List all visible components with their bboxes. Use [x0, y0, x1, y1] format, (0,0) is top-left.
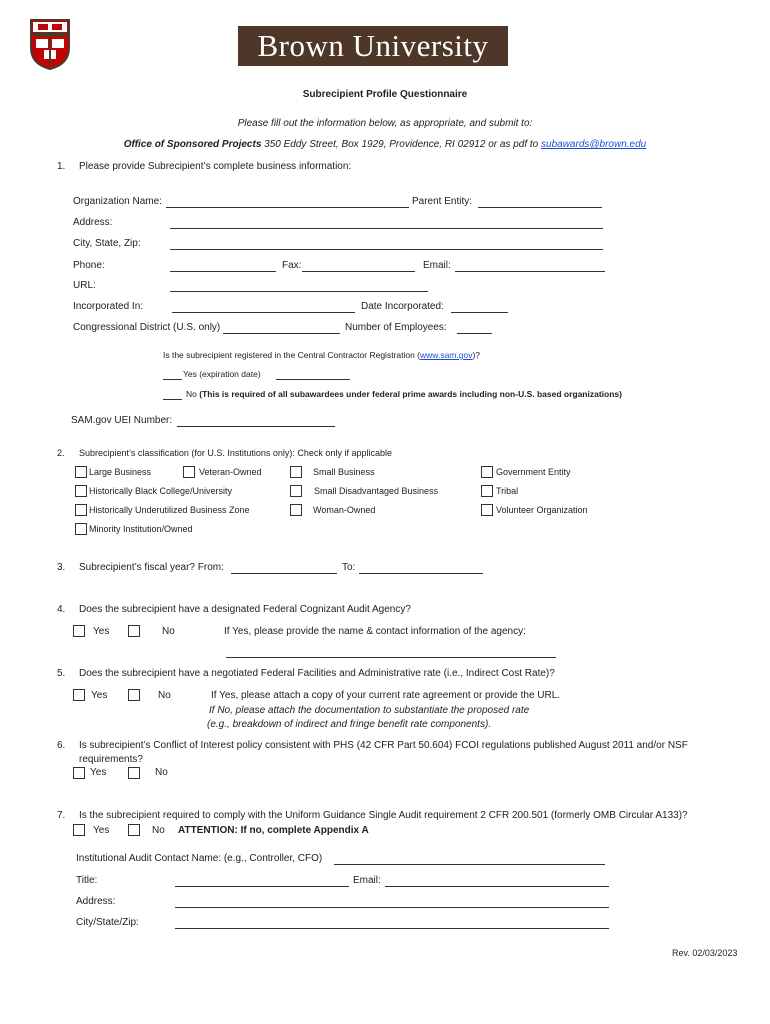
num-employees-field[interactable]	[457, 333, 492, 334]
q5-yes-label: Yes	[91, 690, 108, 701]
minority-institution-label: Minority Institution/Owned	[89, 524, 193, 534]
q7-no-label: No	[152, 825, 165, 836]
volunteer-org-label: Volunteer Organization	[496, 505, 588, 515]
university-wordmark: Brown University	[238, 26, 508, 66]
minority-institution-checkbox[interactable]	[75, 523, 87, 535]
q6-no-label: No	[155, 767, 168, 778]
q1-text: Please provide Subrecipient’s complete business information:	[79, 161, 352, 172]
date-incorporated-field[interactable]	[451, 312, 508, 313]
q5-yes-checkbox[interactable]	[73, 689, 85, 701]
sam-uei-field[interactable]	[177, 426, 335, 427]
date-incorporated-label: Date Incorporated:	[361, 301, 444, 312]
page-title: Subrecipient Profile Questionnaire	[302, 89, 468, 100]
small-disadvantaged-checkbox[interactable]	[290, 485, 302, 497]
q5-if-yes-text: If Yes, please attach a copy of your current rate agreement or provide the URL.	[211, 690, 561, 701]
audit-contact-name-label: Institutional Audit Contact Name: (e.g., Controller, CFO)	[76, 853, 323, 864]
government-entity-label: Government Entity	[496, 467, 571, 477]
volunteer-org-checkbox[interactable]	[481, 504, 493, 516]
q4-if-yes-text: If Yes, please provide the name & contact information of the agency:	[224, 626, 526, 637]
ccr-question-text: Is the subrecipient registered in the Central Contractor Registration (	[163, 350, 421, 360]
email-field[interactable]	[455, 271, 605, 272]
q4-yes-checkbox[interactable]	[73, 625, 85, 637]
woman-owned-checkbox[interactable]	[290, 504, 302, 516]
parent-entity-field[interactable]	[478, 207, 602, 208]
parent-entity-label: Parent Entity:	[412, 196, 473, 207]
q7-no-checkbox[interactable]	[128, 824, 140, 836]
q5-no-checkbox[interactable]	[128, 689, 140, 701]
url-label: URL:	[73, 280, 96, 291]
congressional-district-field[interactable]	[223, 333, 340, 334]
audit-address-field[interactable]	[175, 907, 609, 908]
email-link[interactable]: subawards@brown.edu	[541, 139, 647, 150]
q6-yes-label: Yes	[90, 767, 107, 778]
ccr-no-field[interactable]	[163, 399, 182, 400]
veteran-owned-label: Veteran-Owned	[199, 467, 262, 477]
q4-agency-field[interactable]	[226, 657, 556, 658]
sam-uei-label: SAM.gov UEI Number:	[71, 415, 173, 426]
q4-number: 4.	[57, 604, 66, 615]
small-disadvantaged-label: Small Disadvantaged Business	[314, 486, 439, 496]
q1-number: 1.	[57, 161, 66, 172]
q4-text: Does the subrecipient have a designated Federal Cognizant Audit Agency?	[79, 604, 411, 615]
fiscal-year-to-label: To:	[342, 562, 356, 573]
ccr-no-text: No	[186, 389, 197, 399]
audit-city-state-zip-field[interactable]	[175, 928, 609, 929]
q5-no-label: No	[158, 690, 171, 701]
q6-text-line2: requirements?	[79, 754, 143, 765]
fax-label: Fax:	[282, 260, 302, 271]
email-label: Email:	[423, 260, 451, 271]
expiration-date-field[interactable]	[276, 379, 350, 380]
url-field[interactable]	[170, 291, 428, 292]
audit-contact-name-field[interactable]	[334, 864, 605, 865]
q4-yes-label: Yes	[93, 626, 110, 637]
q3-text: Subrecipient’s fiscal year? From:	[79, 562, 224, 573]
q5-if-no-text-2: (e.g., breakdown of indirect and fringe benefit rate components).	[207, 719, 492, 730]
num-employees-label: Number of Employees:	[345, 322, 447, 333]
office-address: 350 Eddy Street, Box 1929, Providence, RI 02912 or as pdf to	[261, 139, 542, 150]
q7-yes-checkbox[interactable]	[73, 824, 85, 836]
q7-yes-label: Yes	[93, 825, 110, 836]
q6-number: 6.	[57, 740, 66, 751]
org-name-field[interactable]	[166, 207, 409, 208]
tribal-checkbox[interactable]	[481, 485, 493, 497]
q7-attention: ATTENTION: If no, complete Appendix A	[178, 825, 369, 836]
incorporated-in-field[interactable]	[172, 312, 355, 313]
woman-owned-label: Woman-Owned	[313, 505, 376, 515]
audit-title-field[interactable]	[175, 886, 349, 887]
q7-text: Is the subrecipient required to comply with the Uniform Guidance Single Audit requirement 2 CFR 200.501 (formerly OMB Circular A133)?	[79, 810, 688, 821]
q5-if-no-text: If No, please attach the documentation to substantiate the proposed rate	[209, 705, 530, 716]
org-name-label: Organization Name:	[73, 196, 162, 207]
q5-number: 5.	[57, 668, 66, 679]
instructions-line1: Please fill out the information below, as appropriate, and submit to:	[237, 118, 533, 129]
q7-number: 7.	[57, 810, 66, 821]
hubzone-checkbox[interactable]	[75, 504, 87, 516]
government-entity-checkbox[interactable]	[481, 466, 493, 478]
phone-label: Phone:	[73, 260, 105, 271]
hbcu-label: Historically Black College/University	[89, 486, 233, 496]
ccr-question	[163, 350, 480, 360]
q4-no-label: No	[162, 626, 175, 637]
q2-number: 2.	[57, 448, 65, 458]
small-business-label: Small Business	[313, 467, 375, 477]
instructions-line2	[0, 139, 770, 150]
fiscal-year-from-field[interactable]	[231, 573, 337, 574]
q6-no-checkbox[interactable]	[128, 767, 140, 779]
audit-title-label: Title:	[76, 875, 98, 886]
q5-text: Does the subrecipient have a negotiated Federal Facilities and Administrative rate (i.e., Indirect Cost Rate)?	[79, 668, 555, 679]
veteran-owned-checkbox[interactable]	[183, 466, 195, 478]
audit-email-field[interactable]	[385, 886, 609, 887]
hbcu-checkbox[interactable]	[75, 485, 87, 497]
audit-city-state-zip-label: City/State/Zip:	[76, 917, 139, 928]
large-business-checkbox[interactable]	[75, 466, 87, 478]
revision-date: Rev. 02/03/2023	[672, 948, 738, 958]
q3-number: 3.	[57, 562, 66, 573]
congressional-district-label: Congressional District (U.S. only)	[73, 322, 221, 333]
audit-address-label: Address:	[76, 896, 116, 907]
office-name: Office of Sponsored Projects	[123, 139, 262, 150]
fiscal-year-to-field[interactable]	[359, 573, 483, 574]
ccr-no-note: (This is required of all subawardees under federal prime awards including non-U.S. based organizations)	[199, 389, 622, 399]
q6-yes-checkbox[interactable]	[73, 767, 85, 779]
city-state-zip-label: City, State, Zip:	[73, 238, 141, 249]
incorporated-in-label: Incorporated In:	[73, 301, 144, 312]
large-business-label: Large Business	[89, 467, 152, 477]
audit-email-label: Email:	[353, 875, 381, 886]
phone-field[interactable]	[170, 271, 276, 272]
q4-no-checkbox[interactable]	[128, 625, 140, 637]
ccr-no-label	[186, 389, 622, 399]
ccr-yes-field[interactable]	[163, 379, 182, 380]
small-business-checkbox[interactable]	[290, 466, 302, 478]
brown-shield-logo-icon	[29, 18, 71, 71]
address-field[interactable]	[170, 228, 603, 229]
address-label: Address:	[73, 217, 113, 228]
sam-gov-link[interactable]: www.sam.gov	[420, 350, 473, 360]
ccr-yes-label: Yes (expiration date)	[183, 369, 261, 379]
fax-field[interactable]	[302, 271, 415, 272]
hubzone-label: Historically Underutilized Business Zone	[89, 505, 250, 515]
tribal-label: Tribal	[496, 486, 519, 496]
city-state-zip-field[interactable]	[170, 249, 603, 250]
ccr-question-end: )?	[472, 350, 481, 360]
q6-text-line1: Is subrecipient’s Conflict of Interest policy consistent with PHS (42 CFR Part 50.604) FCOI regulations published August 2011 and/or NSF	[79, 740, 688, 751]
q2-text: Subrecipient’s classification (for U.S. Institutions only): Check only if applicable	[79, 448, 392, 458]
